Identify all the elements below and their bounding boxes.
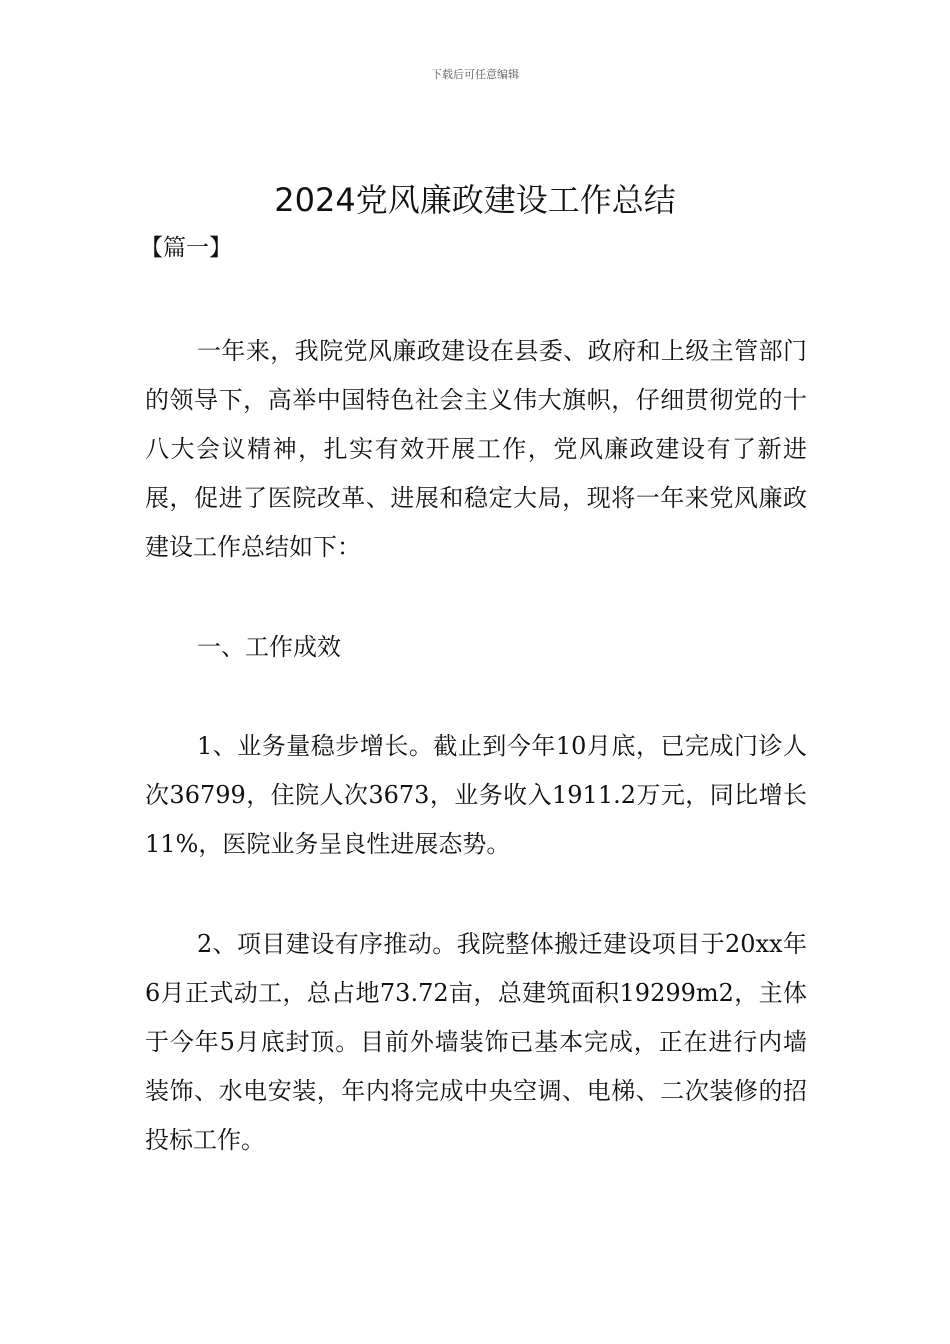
download-note: 下载后可任意编辑 [431, 68, 519, 81]
intro-paragraph: 一年来，我院党风廉政建设在县委、政府和上级主管部门的领导下，高举中国特色社会主义伟大旗帜，仔细贯彻党的十八大会议精神，扎实有效开展工作，党风廉政建设有了新进展，促进了医院改革、进展和稳定大局，现将一年来党风廉政建设工作总结如下： [145, 337, 807, 561]
section-heading-results: 一、工作成效 [197, 633, 341, 661]
document-title: 2024党风廉政建设工作总结 [274, 181, 676, 219]
section-label: 【篇一】 [140, 235, 232, 261]
paragraph-item-2: 2、项目建设有序推动。我院整体搬迁建设项目于20xx年6月正式动工，总占地73.72亩，总建筑面积19299m2，主体于今年5月底封顶。目前外墙装饰已基本完成，正在进行内墙装饰、水电安装，年内将完成中央空调、电梯、二次装修的招投标工作。 [145, 930, 807, 1154]
paragraph-item-1: 1、业务量稳步增长。截止到今年10月底，已完成门诊人次36799，住院人次3673，业务收入1911.2万元，同比增长11%，医院业务呈良性进展态势。 [145, 732, 807, 858]
